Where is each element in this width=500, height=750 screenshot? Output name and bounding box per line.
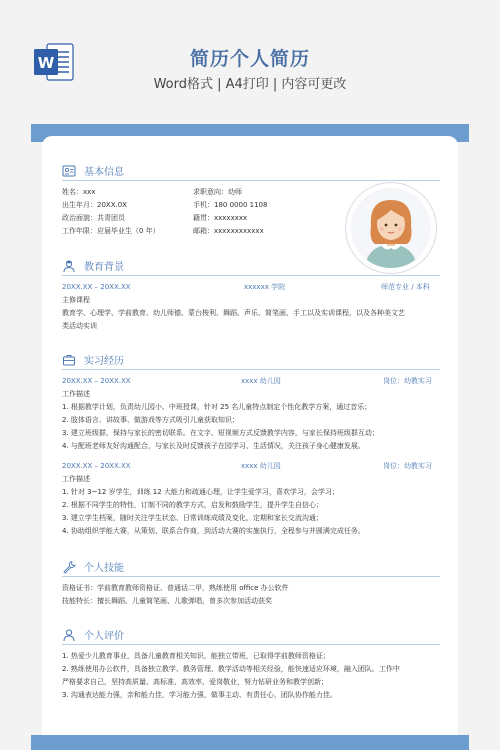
- job-item: 4. 协助组织学能大赛，从策划、联系合作商，到活动大赛的实施执行，全程参与并圆满完成任务。: [62, 527, 365, 535]
- section-title: 教育背景: [84, 262, 124, 273]
- job-role: 岗位：幼教实习: [383, 377, 432, 385]
- evaluation-item: 2. 熟练使用办公软件，具备独立教学、教务管理、教学活动等相关经验，能快速适应环境，融入团队。工作中: [62, 665, 400, 673]
- section-title: 个人技能: [84, 563, 124, 574]
- evaluation-item: 严格要求自己，坚持高质量、高标准、高效率，爱岗敬业，努力钻研业务和教学创新；: [62, 678, 328, 686]
- job-period: 20XX.XX – 20XX.XX: [62, 377, 131, 385]
- job-period: 20XX.XX – 20XX.XX: [62, 462, 131, 470]
- skills-talent: 技能特长：擅长舞蹈、儿童简笔画、儿歌弹唱，曾多次参加活动获奖: [62, 597, 272, 605]
- job-item: 1. 针对 3~12 岁学生，训练 12 大能力和疏通心理，让学生爱学习，喜欢学习，会学习；: [62, 488, 339, 496]
- banner: [0, 0, 500, 112]
- job-desc-label: 工作描述: [62, 475, 90, 483]
- girl-avatar-illustration: [351, 188, 431, 268]
- skills-cert: 资格证书：学前教育教师资格证、普通话二甲，熟练使用 office 办公软件: [62, 584, 289, 592]
- work-years-field: 工作年限：应届毕业生（0 年）: [62, 227, 160, 235]
- job-item: 3. 建立学生档案，随时关注学生状态、日常训练成绩及变化，定期和家长交流沟通；: [62, 514, 323, 522]
- job-role: 岗位：幼教实习: [383, 462, 432, 470]
- graduate-icon: [62, 259, 76, 273]
- bottom-decor-bar: [31, 735, 469, 750]
- evaluation-item: 3. 沟通表达能力强，亲和能力佳，学习能力强，做事主动、有责任心，团队协作能力佳。: [62, 691, 337, 699]
- job-item: 2. 肢体语言、讲故事、做游戏等方式吸引儿童获取知识；: [62, 416, 239, 424]
- edu-major: 师范专业 / 本科: [381, 283, 430, 291]
- section-title: 基本信息: [84, 167, 124, 178]
- hometown-field: 籍贯：xxxxxxxx: [193, 214, 248, 222]
- evaluation-item: 1. 热爱少儿教育事业，具备儿童教育相关知识，能独立带班，已取得学前教师资格证；: [62, 652, 330, 660]
- page-title: 简历个人简历: [189, 48, 310, 70]
- page-subtitle: Word格式 | A4打印 | 内容可更改: [153, 77, 347, 92]
- politics-field: 政治面貌：共青团员: [62, 214, 125, 222]
- courses-label: 主修课程: [62, 296, 90, 304]
- birth-field: 出生年月：20XX.0X: [62, 201, 127, 209]
- section-experience-header: [62, 352, 440, 370]
- job-item: 3. 建立班级群，保持与家长的密切联系。在文字、短视频方式反馈教学内容，与家长保持班级群互动；: [62, 429, 379, 437]
- job-item: 1. 根据教学计划，负责幼儿园小、中班授课，针对 25 名儿童特点制定个性化教学方案，通过音乐；: [62, 403, 372, 411]
- section-basic-info-header: [62, 163, 440, 181]
- section-evaluation-header: [62, 627, 440, 645]
- job-org: xxxx 幼儿园: [241, 377, 281, 385]
- section-title: 实习经历: [84, 356, 124, 367]
- job-org: xxxx 幼儿园: [241, 462, 281, 470]
- edu-school: xxxxxx 学院: [244, 283, 286, 291]
- section-education-header: [62, 258, 440, 276]
- avatar: [351, 188, 431, 268]
- job-item: 4. 与配班老师友好沟通配合，与家长及时反馈孩子在园学习、生活情况，关注孩子身心健康发展。: [62, 442, 365, 450]
- section-title: 个人评价: [84, 631, 124, 642]
- logo-letter: W: [37, 54, 55, 72]
- edu-period: 20XX.XX – 20XX.XX: [62, 283, 131, 291]
- briefcase-icon: [62, 353, 76, 367]
- section-skills-header: [62, 559, 440, 577]
- job-item: 2. 根据不同学生的特性，订制不同的教学方式，启发和鼓励学生，提升学生自信心；: [62, 501, 323, 509]
- name-field: 姓名：xxx: [62, 188, 96, 196]
- phone-field: 手机：180 0000 1108: [193, 201, 268, 209]
- courses-line: 类活动实训: [62, 322, 97, 330]
- person-icon: [62, 628, 76, 642]
- email-field: 邮箱：xxxxxxxxxxxx: [193, 227, 264, 235]
- intention-field: 求职意向：幼师: [193, 188, 242, 196]
- job-desc-label: 工作描述: [62, 390, 90, 398]
- id-card-icon: [62, 164, 76, 178]
- wrench-icon: [62, 560, 76, 574]
- courses-line: 教育学、心理学、学前教育、幼儿师德、蒙台梭利、舞蹈、声乐、简笔画、手工以及实训课程，以及各种美文艺: [62, 309, 405, 317]
